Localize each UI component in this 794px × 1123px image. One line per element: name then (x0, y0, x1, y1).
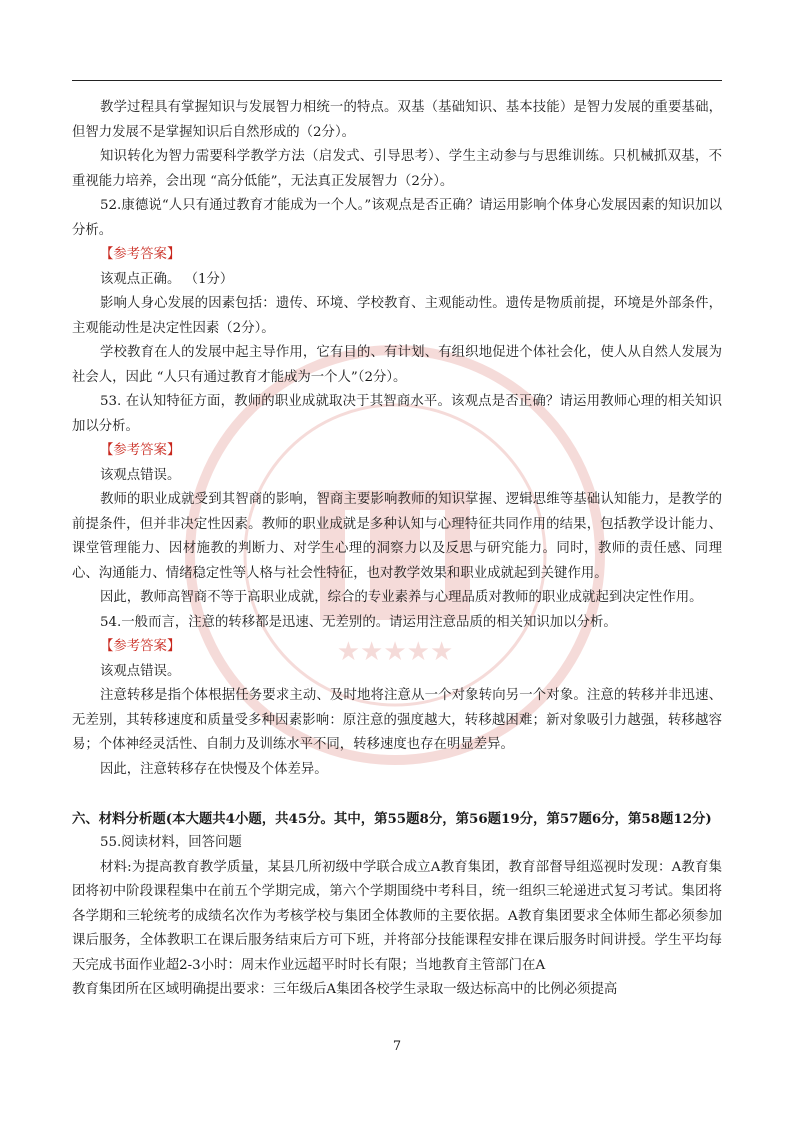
section-title: 六、材料分析题(本大题共4小题，共45分。其中，第55题8分，第56题19分，第57题6分，第58题12分) (72, 810, 712, 827)
question-text: 55.阅读材料，回答问题 (100, 835, 242, 850)
question-text: 54.一般而言，注意的转移都是迅速、无差别的。请运用注意品质的相关知识加以分析。 (100, 614, 617, 630)
body-paragraph: 教师的职业成就受到其智商的影响，智商主要影响教师的知识掌握、逻辑思维等基础认知能力，是教学的前提条件，但并非决定性因素。教师的职业成就是多种认知与心理特征共同作用的结果，包括教学设计能力、课堂管理能力、因材施教的判断力、对学生心理的洞察力以及反思与研究能力。同时，教师的责任感、同理心、沟通能力、情绪稳定性等人格与社会性特征，也对教学效果和职业成就起到关键作用。 (72, 492, 722, 581)
body-paragraph: 该观点错误。 (100, 663, 181, 679)
body-paragraph: 该观点错误。 (100, 467, 181, 483)
body-paragraph: 该观点正确。 （1分） (100, 271, 234, 287)
question-text: 53. 在认知特征方面，教师的职业成就取决于其智商水平。该观点是否正确？请运用教师心理的相关知识加以分析。 (72, 394, 722, 434)
body-paragraph: 影响人身心发展的因素包括：遗传、环境、学校教育、主观能动性。遗传是物质前提，环境是外部条件，主观能动性是决定性因素（2分）。 (72, 296, 722, 336)
body-paragraph: 知识转化为智力需要科学教学方法（启发式、引导思考）、学生主动参与与思维训练。只机械抓双基，不重视能力培养，会出现 “高分低能”，无法真正发展智力（2分）。 (72, 149, 722, 189)
question-text: 52.康德说“人只有通过教育才能成为一个人。”该观点是否正确？请运用影响个体身心发展因素的知识加以分析。 (72, 198, 722, 238)
body-paragraph: 教育集团所在区域明确提出要求：三年级后A集团各校学生录取一级达标高中的比例必须提高 (72, 982, 618, 997)
body-paragraph: 学校教育在人的发展中起主导作用，它有目的、有计划、有组织地促进个体社会化，使人从自然人发展为社会人，因此 “人只有通过教育才能成为一个人”（2分）。 (72, 345, 722, 385)
header-rule (72, 80, 722, 81)
answer-heading: 【参考答案】 (100, 247, 181, 262)
answer-heading: 【参考答案】 (100, 443, 181, 458)
svg-text:★★★★★: ★★★★★ (336, 637, 454, 667)
answer-heading: 【参考答案】 (100, 639, 181, 654)
body-paragraph: 材料:为提高教育教学质量，某县几所初级中学联合成立A教育集团，教育部督导组巡视时发现：A教育集团将初中阶段课程集中在前五个学期完成，第六个学期围绕中考科目，统一组织三轮递进式复习考试。集团将各学期和三轮统考的成绩名次作为考核学校与集团全体教师的主要依据。A教育集团要求全体师生都必须参加课后服务，全体教职工在课后服务结束后方可下班，并将部分技能课程安排在课后服务时间讲授。学生平均每天完成书面作业超2-3小时：周末作业远超平时时长有限；当地教育主管部门在A (72, 859, 722, 973)
body-paragraph: 因此，教师高智商不等于高职业成就，综合的专业素养与心理品质对教师的职业成就起到决定性作用。 (100, 590, 703, 605)
body-paragraph: 注意转移是指个体根据任务要求主动、及时地将注意从一个对象转向另一个对象。注意的转移并非迅速、无差别，其转移速度和质量受多种因素影响：原注意的强度越大，转移越困难；新对象吸引力越强，转移越容易；个体神经灵活性、自制力及训练水平不同，转移速度也存在明显差异。 (72, 688, 722, 752)
page-number: 7 (392, 1039, 402, 1054)
body-paragraph: 教学过程具有掌握知识与发展智力相统一的特点。双基（基础知识、基本技能）是智力发展的重要基础，但智力发展不是掌握知识后自然形成的（2分）。 (72, 100, 722, 140)
document-body (72, 96, 722, 1003)
body-paragraph: 因此，注意转移存在快慢及个体差异。 (100, 761, 328, 777)
